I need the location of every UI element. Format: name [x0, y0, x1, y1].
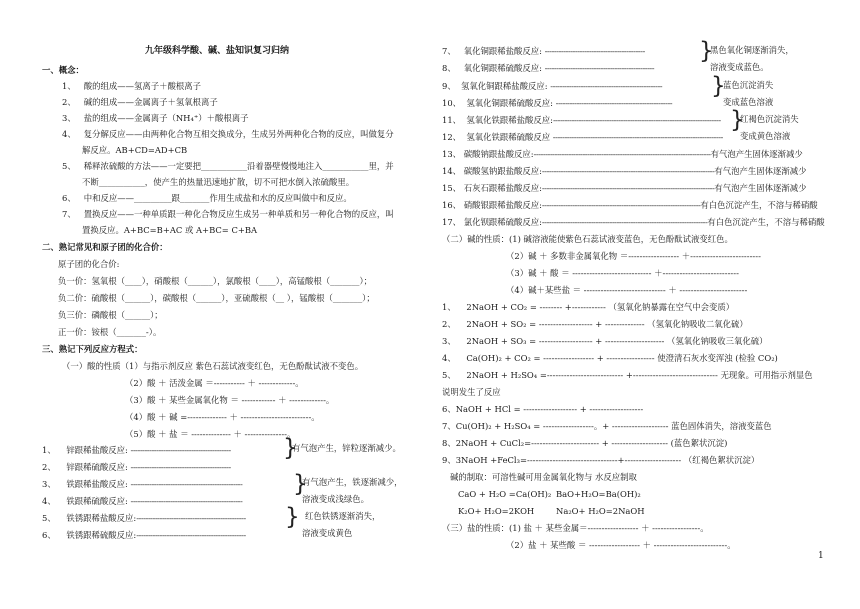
acid-reaction-6: 6、 铁锈跟稀硫酸反应:----------------------------------------------- [42, 530, 246, 540]
note-reaction-7-8a: 黑色氧化铜逐渐消失， [710, 45, 794, 55]
acid-reaction-1: 1、 锌跟稀盐酸反应: ------------------------------------------- [42, 445, 231, 455]
brace-1-2: } [283, 435, 298, 461]
section-2-heading: 二、熟记常见和原子团的化合价： [42, 242, 168, 252]
base-prop-2: （2）碱 ＋ 多数非金属氧化物 ＝------------------ ＋------------------------- [506, 251, 761, 261]
acid-reaction-8: 8、 氧化铜跟稀硫酸反应: ----------------------------------------------- [442, 63, 655, 73]
acid-properties-title: （一）酸的性质（1）与指示剂反应 紫色石蕊试液变红色，无色酚酞试液不变色。 [62, 361, 364, 371]
brace-9-10: } [711, 73, 726, 99]
left-column [0, 0, 428, 609]
concept-item-2: 2、 碱的组成——金属离子＋氢氧根离子 [62, 97, 218, 107]
base-reaction-9: 9、3NaOH +FeCl₃=--------------------------------+-------------------- （红褐色絮状沉淀） [442, 455, 760, 465]
valence-neg3: 负三价：磷酸根（______）； [58, 310, 163, 320]
concept-item-5: 5、 稀释浓硫酸的方法——一定要把___________沿着器壁慢慢地注入___________里，并 [62, 161, 394, 171]
note-reaction-5-6b: 溶液变成黄色 [302, 528, 353, 538]
brace-11-12: } [730, 107, 745, 133]
note-reaction-7-8b: 溶液变成蓝色。 [710, 62, 769, 72]
concept-item-7-cont: 置换反应。A+BC=B+AC 或 A+BC= C+BA [82, 225, 258, 235]
note-reaction-11-12b: 变成黄色溶液 [740, 131, 791, 141]
valence-neg2: 负二价：硫酸根（______），碳酸根（______），亚硫酸根（__ ），锰酸根（_______）； [58, 293, 375, 303]
base-reaction-3: 3、 2NaOH + SO₃ = ------------------- + --------------------- （氢氧化钠吸收三氧化硫） [442, 336, 768, 346]
concept-item-7: 7、 置换反应——一种单质跟一种化合物反应生成另一种单质和另一种化合物的反应，叫 [62, 209, 394, 219]
note-reaction-11-12a: 红褐色沉淀消失 [740, 114, 799, 124]
acid-reaction-2: 2、 锌跟稀硫酸反应: ------------------------------------------- [42, 462, 231, 472]
base-reaction-1: 1、 2NaOH + CO₂ = -------- +------------ （氢氧化钠暴露在空气中会变质） [442, 302, 735, 312]
acid-reaction-9: 9、 氢氧化铜跟稀盐酸反应: ------------------------------------------------ [442, 81, 663, 91]
base-reaction-8: 8、2NaOH + CuCl₂=------------------------ + -------------------- (蓝色絮状沉淀) [442, 438, 728, 448]
acid-reaction-12: 12、 氢氧化铁跟稀硫酸反应 ------------------------------------------------------------------------- [442, 132, 723, 142]
note-reaction-9-10a: 蓝色沉淀消失 [723, 80, 774, 90]
base-reaction-6: 6、NaOH + HCl = ------------------- + ------------------- [442, 404, 644, 414]
brace-7-8: } [699, 38, 714, 64]
note-reaction-9-10b: 变成蓝色溶液 [723, 97, 774, 107]
base-reaction-7: 7、Cu(OH)₂ + H₂SO₄ = ------------------。+ -------------------- 蓝色固体消失，溶液变蓝色 [442, 421, 772, 431]
note-reaction-1-2: 有气泡产生，锌粒逐渐减少。 [292, 443, 401, 453]
note-reaction-3-4a: 有气泡产生，铁逐渐减少， [302, 477, 403, 487]
concept-item-4-cont: 解反应。AB+CD=AD+CB [82, 145, 188, 155]
base-prop-3: （3）碱 ＋ 酸 ＝ ---------------------------- ＋--------------------------- [506, 268, 739, 278]
base-properties-title: （二）碱的性质：(1) 碱溶液能使紫色石蕊试液变蓝色，无色酚酞试液变红色。 [442, 234, 733, 244]
alkali-eq-cao: CaO + H₂O =Ca(OH)₂ [458, 489, 552, 499]
base-reaction-4: 4、 Ca(OH)₂ + CO₂ = ------------------ + ----------------- 使澄清石灰水变浑浊 (检验 CO₂) [442, 353, 778, 363]
concept-item-4: 4、 复分解反应——由两种化合物互相交换成分，生成另外两种化合物的反应，叫做复分 [62, 129, 394, 139]
valence-pos1: 正一价：铵根（_______-）。 [58, 327, 162, 337]
acid-reaction-7: 7、 氧化铜跟稀盐酸反应: ------------------------------------------- [442, 46, 645, 56]
valence-neg1: 负一价：氢氧根（____），硝酸根（______），氯酸根（____），高锰酸根（_______）； [58, 276, 373, 286]
alkali-preparation-note: 碱的制取：可溶性碱可用金属氧化物与 水反应制取 [450, 472, 637, 482]
acid-reaction-11: 11、 氢氧化铁跟稀盐酸反应:------------------------------------------------------------------------ [442, 115, 721, 125]
page-title: 九年级科学酸、碱、盐知识复习归纳 [145, 46, 290, 56]
acid-prop-3: （3）酸 ＋ 某些金属氧化物 ＝ ------------ ＋ -------------。 [125, 395, 335, 405]
acid-reaction-10: 10、 氢氧化铜跟稀硫酸反应: -------------------------------------------------- [442, 98, 673, 108]
alkali-eq-na2o: Na₂O+ H₂O=2NaOH [556, 506, 645, 516]
page-number: 1 [818, 551, 824, 561]
right-column [428, 0, 860, 609]
acid-prop-4: （4）酸 ＋ 碱 =-------------- ＋ -------------------------。 [125, 412, 320, 422]
acid-prop-5: （5）酸 ＋ 盐 ＝ -------------- ＋ ---------------。 [125, 429, 296, 439]
section-1-heading: 一、概念： [42, 65, 84, 75]
acid-reaction-16: 16、 硝酸银跟稀盐酸反应:--------------------------------------------------------------------有白色沉淀产生，不溶与稀硝酸 [442, 200, 818, 210]
salt-prop-2: （2）盐 ＋ 某些酸 ＝ ------------------ ＋ --------------------------。 [506, 540, 736, 550]
brace-3-4: } [293, 471, 308, 497]
concept-item-3: 3、 盐的组成——金属离子（NH₄⁺）＋酸根离子 [62, 113, 249, 123]
salt-properties-title: （三）盐的性质：(1) 盐 ＋ 某些金属＝------------------ ＋ -----------------。 [442, 523, 709, 533]
concept-item-5-cont: 不断___________，使产生的热量迅速地扩散，切不可把水倒入浓硫酸里。 [82, 177, 355, 187]
acid-reaction-3: 3、 铁跟稀盐酸反应: ------------------------------------------------ [42, 479, 243, 489]
acid-reaction-15: 15、 石灰石跟稀盐酸反应:--------------------------------------------------------------------------有气泡产生固体逐渐减少 [442, 183, 807, 193]
concept-item-1: 1、 酸的组成——氢离子＋酸根离子 [62, 81, 201, 91]
valence-intro: 原子团的化合价: [58, 259, 120, 269]
base-reaction-2: 2、 2NaOH + SO₂ = ------------------- + -------------- （氢氧化钠吸收二氧化硫） [442, 319, 748, 329]
acid-prop-2: （2）酸 ＋ 活泼金属 ＝----------- ＋ -------------。 [125, 378, 304, 388]
alkali-eq-bao: BaO+H₂O=Ba(OH)₂ [556, 489, 641, 499]
concept-item-6: 6、 中和反应——_________跟_______作用生成盐和水的反应叫做中和反应。 [62, 193, 352, 203]
alkali-eq-k2o: K₂O+ H₂O=2KOH [458, 506, 535, 516]
note-reaction-5-6a: 红色铁锈逐渐消失， [305, 511, 381, 521]
section-3-heading: 三、熟记下列反应方程式： [42, 344, 143, 354]
brace-5-6: } [285, 504, 300, 530]
acid-reaction-4: 4、 铁跟稀硫酸反应: ------------------------------------------------ [42, 496, 243, 506]
acid-reaction-13: 13、 碳酸钠跟盐酸反应:----------------------------------------------------------------------------有气泡产生固体逐渐减少 [442, 149, 803, 159]
acid-reaction-17: 17、 氯化钡跟稀硫酸反应:-----------------------------------------------------------------------有白色沉淀产生，不溶与稀硝酸 [442, 217, 825, 227]
base-reaction-5-cont: 说明发生了反应 [442, 387, 501, 397]
acid-reaction-14: 14、 碳酸氢钠跟盐酸反应:--------------------------------------------------------------------------有气泡产生固体逐渐减少 [442, 166, 807, 176]
acid-reaction-5: 5、 铁锈跟稀盐酸反应:----------------------------------------------- [42, 513, 246, 523]
note-reaction-3-4b: 溶液变成浅绿色。 [302, 494, 369, 504]
base-reaction-5: 5、 2NaOH + H₂SO₄ =--------------------------- +------------------------------ 无现象。可用指示剂显色 [442, 370, 813, 380]
base-prop-4: （4）碱＋某些盐 ＝ ----------------------------- ＋ ------------------------ [506, 285, 748, 295]
